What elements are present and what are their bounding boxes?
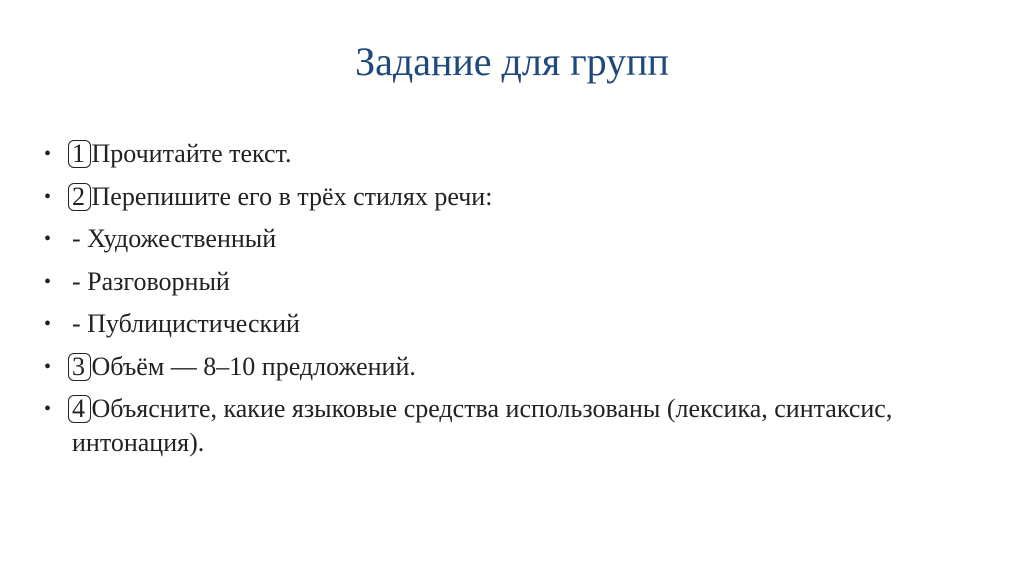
list-item [44, 392, 944, 460]
slide-title: Задание для групп [355, 39, 669, 84]
item-text: - Художественный [72, 224, 277, 253]
item-text: Перепишите его в трёх стилях речи: [85, 181, 493, 211]
item-text: - Разговорный [72, 266, 230, 296]
list-item [44, 222, 944, 256]
step-number: 1 [72, 137, 85, 171]
list-item [44, 350, 944, 384]
item-text: Прочитайте текст. [85, 139, 292, 168]
bullet-icon: • [44, 185, 52, 208]
task-list [44, 137, 944, 469]
bullet-icon: • [44, 270, 52, 293]
bullet-icon: • [44, 228, 52, 250]
step-number: 3 [72, 350, 85, 384]
list-item [44, 307, 944, 341]
number-box [68, 395, 91, 423]
item-text: - Публицистический [72, 309, 300, 338]
list-item [44, 265, 944, 299]
step-number: 2 [72, 180, 85, 214]
number-box [68, 140, 91, 168]
bullet-icon: • [44, 313, 52, 335]
step-number: 4 [72, 392, 85, 426]
bullet-icon: • [44, 143, 52, 165]
item-text: Объём — 8–10 предложений. [85, 351, 416, 381]
number-box [68, 183, 91, 211]
item-text: Объясните, какие языковые средства использованы (лексика, синтаксис, интонация). [72, 394, 893, 457]
bullet-icon: • [44, 355, 52, 378]
bullet-icon: • [44, 398, 52, 420]
list-item [44, 180, 944, 214]
number-box [68, 353, 91, 381]
list-item [44, 137, 944, 171]
